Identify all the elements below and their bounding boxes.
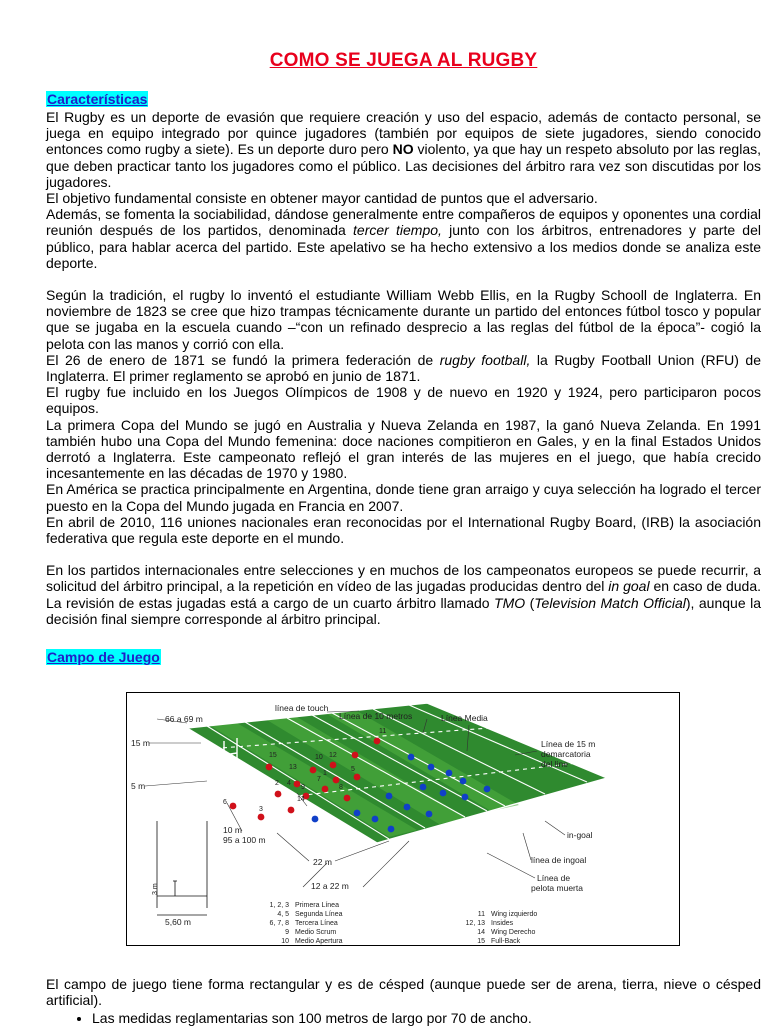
label-pelota-b: pelota muerta (531, 883, 583, 893)
player-blue (428, 764, 435, 771)
legend-number: 12, 13 (465, 920, 485, 927)
label-largo: 66 a 69 m (165, 714, 203, 724)
legend-right (466, 911, 538, 945)
player-blue (388, 826, 395, 833)
paragraph: El Rugby es un deporte de evasión que requiere creación y uso del espacio, además de contacto personal, se juega en equipo integrado por quince jugadores (también por equipos de siete jugadores, siendo conocido entonces como rugby a siete). Es un deporte duro pero NO violento, ya que hay un respeto absoluto por las reglas, que deben practicar tanto los jugadores como el público. Las decisiones del árbitro rara vez son discutidas por los jugadores. (46, 109, 761, 190)
legend-number: 9 (285, 929, 289, 936)
label-diez: Línea de 10 metros (339, 711, 413, 721)
label-ingoal: in-goal (567, 830, 593, 840)
player-number: 15 (269, 752, 277, 759)
label-touch: línea de touch (275, 703, 329, 713)
goal-posts-right (527, 797, 541, 831)
section-heading: Características (47, 91, 148, 107)
player-blue (426, 811, 433, 818)
section-heading: Campo de Juego (47, 649, 160, 665)
player-red (275, 791, 282, 798)
player-blue (446, 770, 453, 777)
player-blue (460, 778, 467, 785)
label-linea-ingoal: línea de ingoal (531, 855, 587, 865)
paragraph: En abril de 2010, 116 uniones nacionales eran reconocidas por el International Rugby Board, (IRB) la asociación federativa que regula este deporte en el mundo. (46, 513, 761, 547)
player-red (352, 752, 359, 759)
player-blue (372, 816, 379, 823)
legend-number: 10 (281, 938, 289, 945)
player-red (374, 738, 381, 745)
label-10m: 10 m (223, 825, 242, 835)
legend-number: 11 (477, 911, 485, 918)
player-red (294, 781, 301, 788)
legend-number: 6, 7, 8 (269, 920, 289, 927)
section-campo-de-juego (46, 649, 761, 667)
player-red (310, 767, 317, 774)
legend-number: 1, 2, 3 (269, 902, 289, 909)
player-red (258, 814, 265, 821)
player-red (322, 786, 329, 793)
player-number: 7 (317, 776, 321, 783)
paragraph: Además, se fomenta la sociabilidad, dándose generalmente entre compañeros de equipos y oponentes una cordial reunión después de los partidos, denominada tercer tiempo, junto con los árbitros, entrenadores y parte del público, para hablar acerca del partido. Este apelativo se ha hecho extensivo a los medios donde se analiza este deporte. (46, 206, 761, 271)
legend-left (270, 902, 343, 945)
legend-label: Primera Línea (295, 902, 339, 909)
player-number: 13 (289, 764, 297, 771)
list-item: • Las medidas reglamentarias son 100 metros de largo por 70 de ancho. (92, 1010, 761, 1026)
legend-number: 14 (477, 929, 485, 936)
player-blue (404, 804, 411, 811)
legend-label: Wing Derecho (491, 929, 536, 936)
rugby-field-diagram (126, 692, 680, 946)
player-blue (386, 793, 393, 800)
legend-label: Full-Back (491, 938, 521, 945)
player-number: 12 (329, 752, 337, 759)
goal-dimension-sketch (157, 821, 207, 915)
paragraph: En América se practica principalmente en Argentina, donde tiene gran arraigo y cuya selección ha logrado el tercer puesto en la Copa del Mundo jugada en Francia en 2007. (46, 481, 761, 514)
paragraph: En los partidos internacionales entre selecciones y en muchos de los campeonatos europeos se puede recurrir, a solicitud del árbitro principal, a la repetición en vídeo de las jugadas producidas dentro del in goal en caso de duda. La revisión de estas jugadas está a cargo de un cuarto árbitro llamado TMO (Television Match Official), aunque la decisión final siempre corresponde al árbitro principal. (46, 562, 761, 627)
section-campo-text (46, 976, 761, 1026)
player-number: 4 (287, 780, 291, 787)
player-blue (354, 810, 361, 817)
player-number: 14 (297, 796, 305, 803)
label-12m: 12 a 22 m (311, 881, 349, 891)
label-goal-width: 5,60 m (165, 917, 191, 927)
label-pelota-a: Línea de (537, 873, 571, 883)
player-number: 11 (379, 728, 387, 735)
player-number: 8 (339, 784, 343, 791)
player-red (230, 803, 237, 810)
label-22m: 22 m (313, 857, 332, 867)
section-body (46, 109, 761, 627)
legend-label: Wing izquierdo (491, 911, 538, 918)
player-blue (312, 816, 319, 823)
player-red (288, 807, 295, 814)
player-blue (462, 794, 469, 801)
legend-label: Medio Apertura (295, 938, 343, 945)
player-red (333, 777, 340, 784)
player-number: 3 (259, 806, 263, 813)
legend-label: Tercera Línea (295, 920, 338, 927)
label-media: Línea Media (441, 713, 488, 723)
player-number: 10 (315, 754, 323, 761)
player-number: 5 (351, 766, 355, 773)
player-red (266, 764, 273, 771)
legend-label: Medio Scrum (295, 929, 337, 936)
paragraph: El 26 de enero de 1871 se fundó la primera federación de rugby football, la Rugby Football Union (RFU) de Inglaterra. El primer reglamento se aprobó en junio de 1871. (46, 351, 762, 385)
player-blue (440, 790, 447, 797)
player-red (344, 795, 351, 802)
label-quince-a: Línea de 15 m (541, 739, 596, 749)
player-number: 1 (323, 770, 327, 777)
player-number: 9 (301, 784, 305, 791)
player-red (330, 762, 337, 769)
legend-label: Segunda Línea (295, 911, 343, 918)
paragraph: La primera Copa del Mundo se jugó en Australia y Nueva Zelanda en 1987, la ganó Nueva Zelanda. En 1991 también hubo una Copa del Mundo femenina: doce naciones compitieron en Gales, y en la final Estados Unidos derrotó a Inglaterra. Este campeonato reflejó el gran interés de las mujeres en el juego, que había crecido incesantemente en las décadas de 1970 y 1980. (46, 416, 761, 482)
paragraph: El objetivo fundamental consiste en obtener mayor cantidad de puntos que el adversario. (46, 190, 598, 207)
player-blue (420, 784, 427, 791)
page-title: COMO SE JUEGA AL RUGBY (269, 50, 538, 71)
legend-number: 15 (477, 938, 485, 945)
label-15m: 15 m (131, 738, 150, 748)
paragraph-gap (46, 271, 761, 287)
player-number: 6 (223, 799, 227, 806)
legend-number: 4, 5 (277, 911, 289, 918)
paragraph-gap (46, 546, 761, 562)
player-blue (408, 754, 415, 761)
paragraph: El rugby fue incluido en los Juegos Olímpicos de 1908 y de nuevo en 1920 y 1924, pero participaron pocos equipos. (46, 384, 761, 417)
label-5m: 5 m (131, 781, 146, 791)
label-quince-c: del line (541, 759, 568, 769)
field-svg (127, 693, 679, 945)
paragraph: El campo de juego tiene forma rectangular y es de césped (aunque puede ser de arena, tierra, nieve o césped artificial). (46, 976, 761, 1009)
paragraph: Según la tradición, el rugby lo inventó el estudiante William Webb Ellis, en la Rugby Schooll de Inglaterra. En noviembre de 1823 se cree que hizo trampas técnicamente durante un partido del entonces fútbol tosco y popular que se jugaba en la escuela cuando –“con un refinado desprecio a las reglas del fútbol de la época”- cogió la pelota con las manos y corrió con ella. (46, 287, 761, 352)
label-goal-height: 3 m (152, 883, 159, 895)
player-blue (484, 786, 491, 793)
player-number: 2 (275, 780, 279, 787)
section-caracteristicas (46, 91, 761, 627)
label-quince-b: demarcatoria (541, 749, 591, 759)
player-red (354, 774, 361, 781)
label-total: 95 a 100 m (223, 835, 266, 845)
legend-label: Insides (491, 920, 514, 927)
